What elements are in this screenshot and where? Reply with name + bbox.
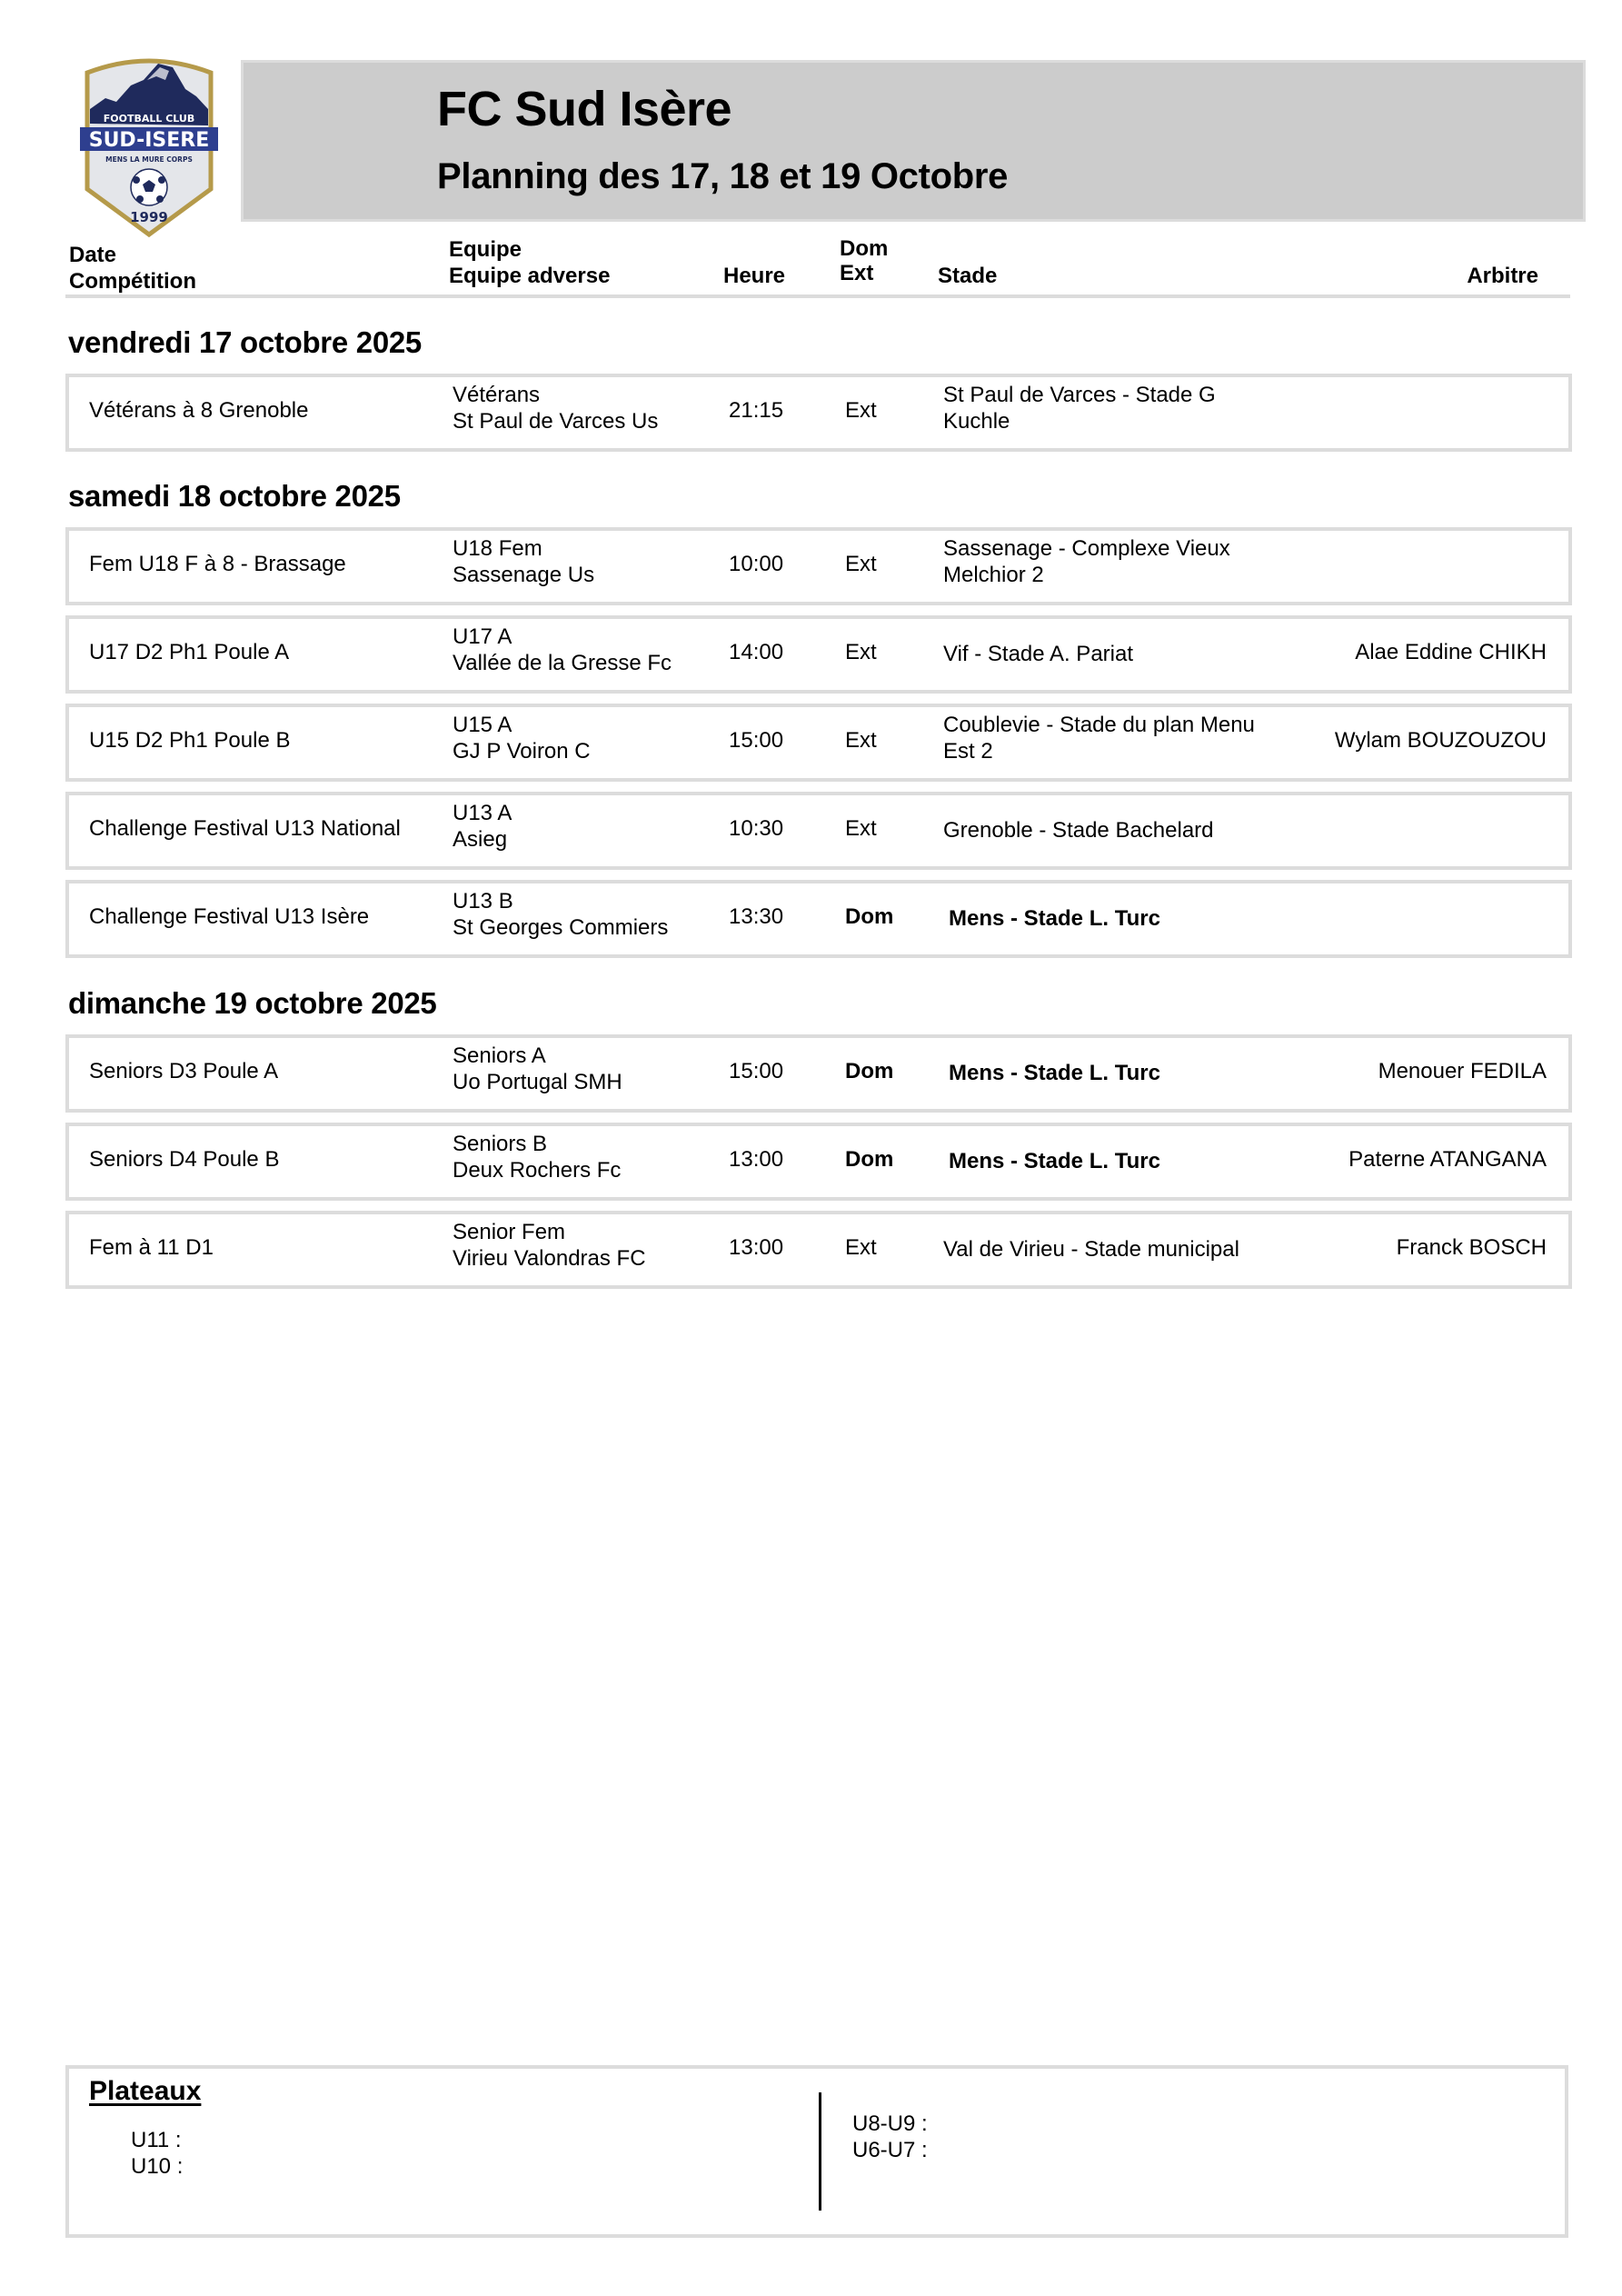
header-arbitre: Arbitre <box>1467 264 1538 288</box>
match-venue: Ext <box>845 816 877 841</box>
match-time: 10:00 <box>729 552 784 576</box>
match-row <box>65 527 1572 605</box>
day-title: vendredi 17 octobre 2025 <box>68 325 422 359</box>
header-divider <box>65 294 1570 298</box>
match-venue: Ext <box>845 398 877 423</box>
day-title: dimanche 19 octobre 2025 <box>68 986 437 1020</box>
logo-towns: MENS LA MURE CORPS <box>105 155 193 164</box>
match-stadium-line1: Coublevie - Stade du plan Menu <box>943 713 1255 737</box>
match-opponent: Uo Portugal SMH <box>453 1070 622 1094</box>
header-competition: Compétition <box>69 269 196 294</box>
match-opponent: GJ P Voiron C <box>453 739 591 764</box>
match-referee: Franck BOSCH <box>1396 1235 1547 1260</box>
match-teams <box>453 624 672 676</box>
match-competition: Fem à 11 D1 <box>89 1235 214 1260</box>
match-time: 10:30 <box>729 816 784 841</box>
match-team: U18 Fem <box>453 536 542 561</box>
match-time: 15:00 <box>729 1059 784 1083</box>
match-stadium <box>943 382 1289 434</box>
match-opponent: Deux Rochers Fc <box>453 1158 622 1183</box>
match-referee: Alae Eddine CHIKH <box>1355 640 1547 664</box>
soccer-ball-icon <box>131 169 167 205</box>
match-teams <box>453 1043 622 1095</box>
match-stadium-line2: Melchior 2 <box>943 563 1044 587</box>
match-opponent: Asieg <box>453 827 508 852</box>
match-opponent: St Paul de Varces Us <box>453 409 659 434</box>
match-team: U13 A <box>453 801 512 825</box>
plateaux-u6-u7: U6-U7 : <box>852 2138 928 2162</box>
plateaux-box <box>65 2065 1568 2238</box>
logo-club-name: SUD-ISERE <box>88 129 210 152</box>
match-venue: Dom <box>845 1059 894 1083</box>
match-row <box>65 1123 1572 1201</box>
header-equipe-adverse: Equipe adverse <box>449 264 611 288</box>
match-teams <box>453 1219 646 1272</box>
match-stadium-line2: Est 2 <box>943 739 993 764</box>
match-venue: Ext <box>845 728 877 753</box>
match-referee: Wylam BOUZOUZOU <box>1334 728 1547 753</box>
header-heure: Heure <box>723 264 786 288</box>
match-stadium <box>943 535 1289 588</box>
plateaux-u11: U11 : <box>131 2128 182 2152</box>
match-stadium-line2: Kuchle <box>943 409 1010 434</box>
page-subtitle: Planning des 17, 18 et 19 Octobre <box>437 156 1009 196</box>
match-team: U15 A <box>453 713 512 737</box>
match-teams <box>453 888 668 941</box>
match-stadium: Mens - Stade L. Turc <box>949 906 1160 931</box>
match-stadium: Mens - Stade L. Turc <box>949 1149 1160 1173</box>
match-team: Seniors B <box>453 1132 548 1156</box>
match-row <box>65 615 1572 694</box>
match-venue: Ext <box>845 1235 877 1260</box>
match-competition: Challenge Festival U13 Isère <box>89 904 370 929</box>
match-competition: Seniors D3 Poule A <box>89 1059 279 1083</box>
match-venue: Ext <box>845 552 877 576</box>
match-opponent: Sassenage Us <box>453 563 595 587</box>
match-row <box>65 792 1572 870</box>
header-dom-ext <box>840 236 888 285</box>
match-opponent: Virieu Valondras FC <box>453 1246 646 1271</box>
match-team: U17 A <box>453 624 512 649</box>
match-competition: U17 D2 Ph1 Poule A <box>89 640 290 664</box>
header-dom: Dom <box>840 236 889 261</box>
plateaux-u10: U10 : <box>131 2154 184 2179</box>
header-stade: Stade <box>938 264 998 288</box>
match-teams <box>453 1131 621 1183</box>
match-time: 15:00 <box>729 728 784 753</box>
match-venue: Dom <box>845 1147 894 1172</box>
match-opponent: Vallée de la Gresse Fc <box>453 651 672 675</box>
match-competition: Vétérans à 8 Grenoble <box>89 398 309 423</box>
match-teams <box>453 800 512 853</box>
match-time: 21:15 <box>729 398 784 423</box>
header-date: Date <box>69 243 117 267</box>
day-title: samedi 18 octobre 2025 <box>68 479 401 513</box>
match-row <box>65 1034 1572 1113</box>
club-logo <box>78 53 220 238</box>
match-time: 14:00 <box>729 640 784 664</box>
match-row <box>65 374 1572 452</box>
match-stadium: Val de Virieu - Stade municipal <box>943 1237 1239 1262</box>
match-stadium <box>943 712 1289 764</box>
match-row <box>65 1211 1572 1289</box>
match-referee: Paterne ATANGANA <box>1348 1147 1547 1172</box>
match-competition: Fem U18 F à 8 - Brassage <box>89 552 346 576</box>
match-stadium-line1: Sassenage - Complexe Vieux <box>943 536 1230 561</box>
header-equipe: Equipe <box>449 237 522 262</box>
match-competition: Seniors D4 Poule B <box>89 1147 280 1172</box>
header-date-competition <box>69 242 196 294</box>
match-team: U13 B <box>453 889 513 913</box>
title-banner <box>241 60 1586 222</box>
match-teams <box>453 535 594 588</box>
plateaux-title: Plateaux <box>89 2076 202 2106</box>
match-time: 13:00 <box>729 1147 784 1172</box>
logo-year: 1999 <box>130 209 168 225</box>
match-team: Vétérans <box>453 383 541 407</box>
plateaux-divider <box>819 2092 821 2211</box>
match-stadium: Mens - Stade L. Turc <box>949 1061 1160 1085</box>
match-stadium-line1: St Paul de Varces - Stade G <box>943 383 1216 407</box>
match-row <box>65 880 1572 958</box>
header-teams <box>449 236 610 289</box>
match-referee: Menouer FEDILA <box>1378 1059 1547 1083</box>
match-time: 13:30 <box>729 904 784 929</box>
match-team: Seniors A <box>453 1043 546 1068</box>
match-teams <box>453 382 658 434</box>
match-time: 13:00 <box>729 1235 784 1260</box>
match-competition: U15 D2 Ph1 Poule B <box>89 728 291 753</box>
match-teams <box>453 712 591 764</box>
match-opponent: St Georges Commiers <box>453 915 669 940</box>
match-venue: Dom <box>845 904 894 929</box>
header-ext: Ext <box>840 261 874 285</box>
match-venue: Ext <box>845 640 877 664</box>
match-row <box>65 704 1572 782</box>
plateaux-u8-u9: U8-U9 : <box>852 2111 928 2136</box>
match-stadium: Vif - Stade A. Pariat <box>943 642 1134 666</box>
page-title: FC Sud Isère <box>437 82 732 136</box>
match-stadium: Grenoble - Stade Bachelard <box>943 818 1214 843</box>
match-team: Senior Fem <box>453 1220 566 1244</box>
logo-top-text: FOOTBALL CLUB <box>103 113 195 125</box>
match-competition: Challenge Festival U13 National <box>89 816 401 841</box>
